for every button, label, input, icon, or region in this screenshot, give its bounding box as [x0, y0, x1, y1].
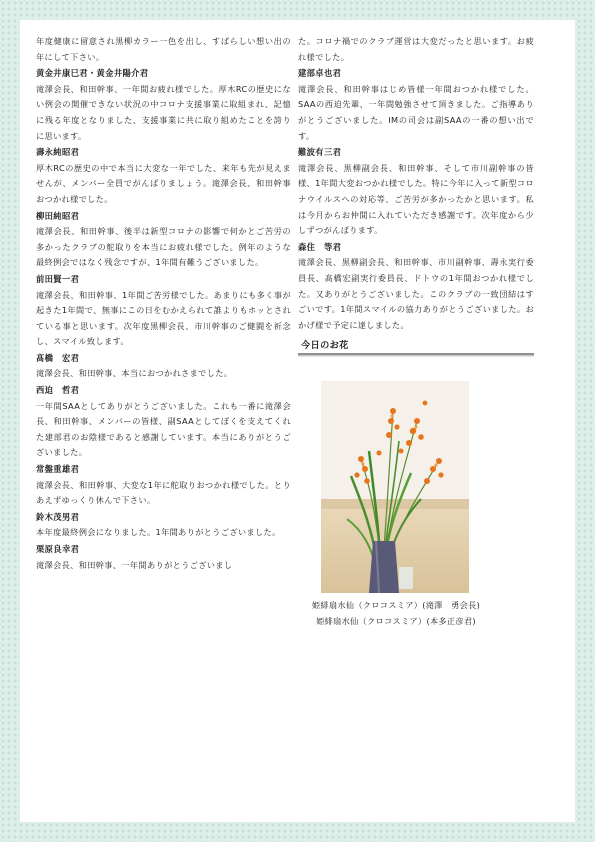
right-column [298, 34, 534, 355]
member-message: 滝澤会長、黒柳副会長、和田幹事、そして市川副幹事の皆様、1年間大変おつかれ様でした。特に今年に入って新型コロナウイルスへの対応等、ご苦労が多かったかと思います。私は今月からお仲間に入れていただき感謝です。次年度から少しずつがんばります。 [298, 162, 534, 236]
member-message: 滝澤会長、和田幹事はじめ皆様一年間おつかれ様でした。SAAの西迫先輩、一年間勉強させて頂きました。ご指導ありがとうございました。IMの司会は副SAAの一番の想い出です。 [298, 83, 534, 141]
flower-section-heading: 今日のお花 [298, 339, 534, 355]
page [20, 20, 575, 822]
member-message: 年度健康に留意され黒柳カラー一色を出し、すばらしい想い出の年にして下さい。 [36, 36, 291, 62]
member-name: 森住 等君 [298, 241, 342, 252]
member-name: 常盤重雄君 [36, 464, 80, 475]
flower-arrangement-illustration [321, 381, 469, 593]
member-name: 鈴木茂男君 [36, 511, 80, 522]
left-column [36, 34, 291, 573]
flower-caption-1: 姫緋扇水仙（クロコスミア）(滝澤 勇会長) [311, 600, 481, 610]
member-message: 滝澤会長、和田幹事、本当におつかれさまでした。 [36, 368, 233, 379]
flower-caption-2: 姫緋扇水仙（クロコスミア）(本多正彦君) [316, 616, 476, 626]
member-message: 滝澤会長、和田幹事、一年間ありがとうございまし [36, 559, 233, 570]
right-messages [298, 34, 534, 333]
member-name: 黄金井康巳君・黄金井陽介君 [36, 68, 149, 79]
member-message: 滝澤会長、黒柳副会長、和田幹事、市川副幹事、壽永実行委員長、髙橋宏副実行委員長、ドトウの1年間おつかれ様でした。又ありがとうございました。このクラブの一致団結はすごいです。1年間スマイルの協力ありがとうございました。おかげ様で予定に達しました。 [298, 257, 534, 330]
member-name: 西迫 哲君 [36, 385, 80, 396]
member-name: 壽永純昭君 [36, 147, 80, 158]
member-message: 滝澤会長、和田幹事、一年間お疲れ様でした。厚木RCの歴史にない例会の開催できない状況の中コロナ支援事業に取組まれ、記憶に残る年度となりました、支援事業に共に取り組めたことを誇りに思います。 [36, 83, 291, 141]
member-name: 柳田純昭君 [36, 210, 80, 221]
flower-photo [321, 381, 469, 593]
member-name: 前田賢一君 [36, 273, 80, 284]
member-message: た。コロナ禍でのクラブ運営は大変だったと思います。お疲れ様でした。 [298, 36, 534, 62]
member-message: 滝澤会長、和田幹事、大変な1年に舵取りおつかれ様でした。とりあえずゆっくり休んで下さい。 [36, 479, 291, 506]
member-name: 難波有三君 [298, 147, 342, 158]
member-name: 栗原良幸君 [36, 544, 80, 554]
member-message: 滝澤会長、和田幹事、1年間ご苦労様でした。あまりにも多く事が起きた1年間で、無事にこの日をむかえられて誰よりもホッとされている事と思います。次年度黒柳会長、市川幹事のご健闘を祈念し、スマイル致します。 [36, 289, 291, 347]
member-message: 厚木RCの歴史の中で本当に大変な一年でした、来年も先が見えませんが、メンバー全員でがんばりましょう。滝澤会長、和田幹事おつかれ様でした。 [36, 162, 291, 204]
member-name: 建部卓也君 [298, 68, 342, 79]
member-message: 本年度最終例会になりました。1年間ありがとうございました。 [36, 527, 281, 538]
member-message: 滝澤会長、和田幹事、後半は新型コロナの影響で何かとご苦労の多かったクラブの舵取りを本当にお疲れ様でした。例年のような最終例会ではなく残念ですが、1年間有難うございました。 [36, 226, 291, 268]
member-name: 髙橋 宏君 [36, 352, 80, 363]
member-message: 一年間SAAとしてありがとうございました。これも一番に滝澤会長、和田幹事、メンバーの皆様、副SAAとしてぼくを支えてくれた建部君のお陰様であると感謝しています。本当にありがとうございました。 [36, 400, 291, 458]
